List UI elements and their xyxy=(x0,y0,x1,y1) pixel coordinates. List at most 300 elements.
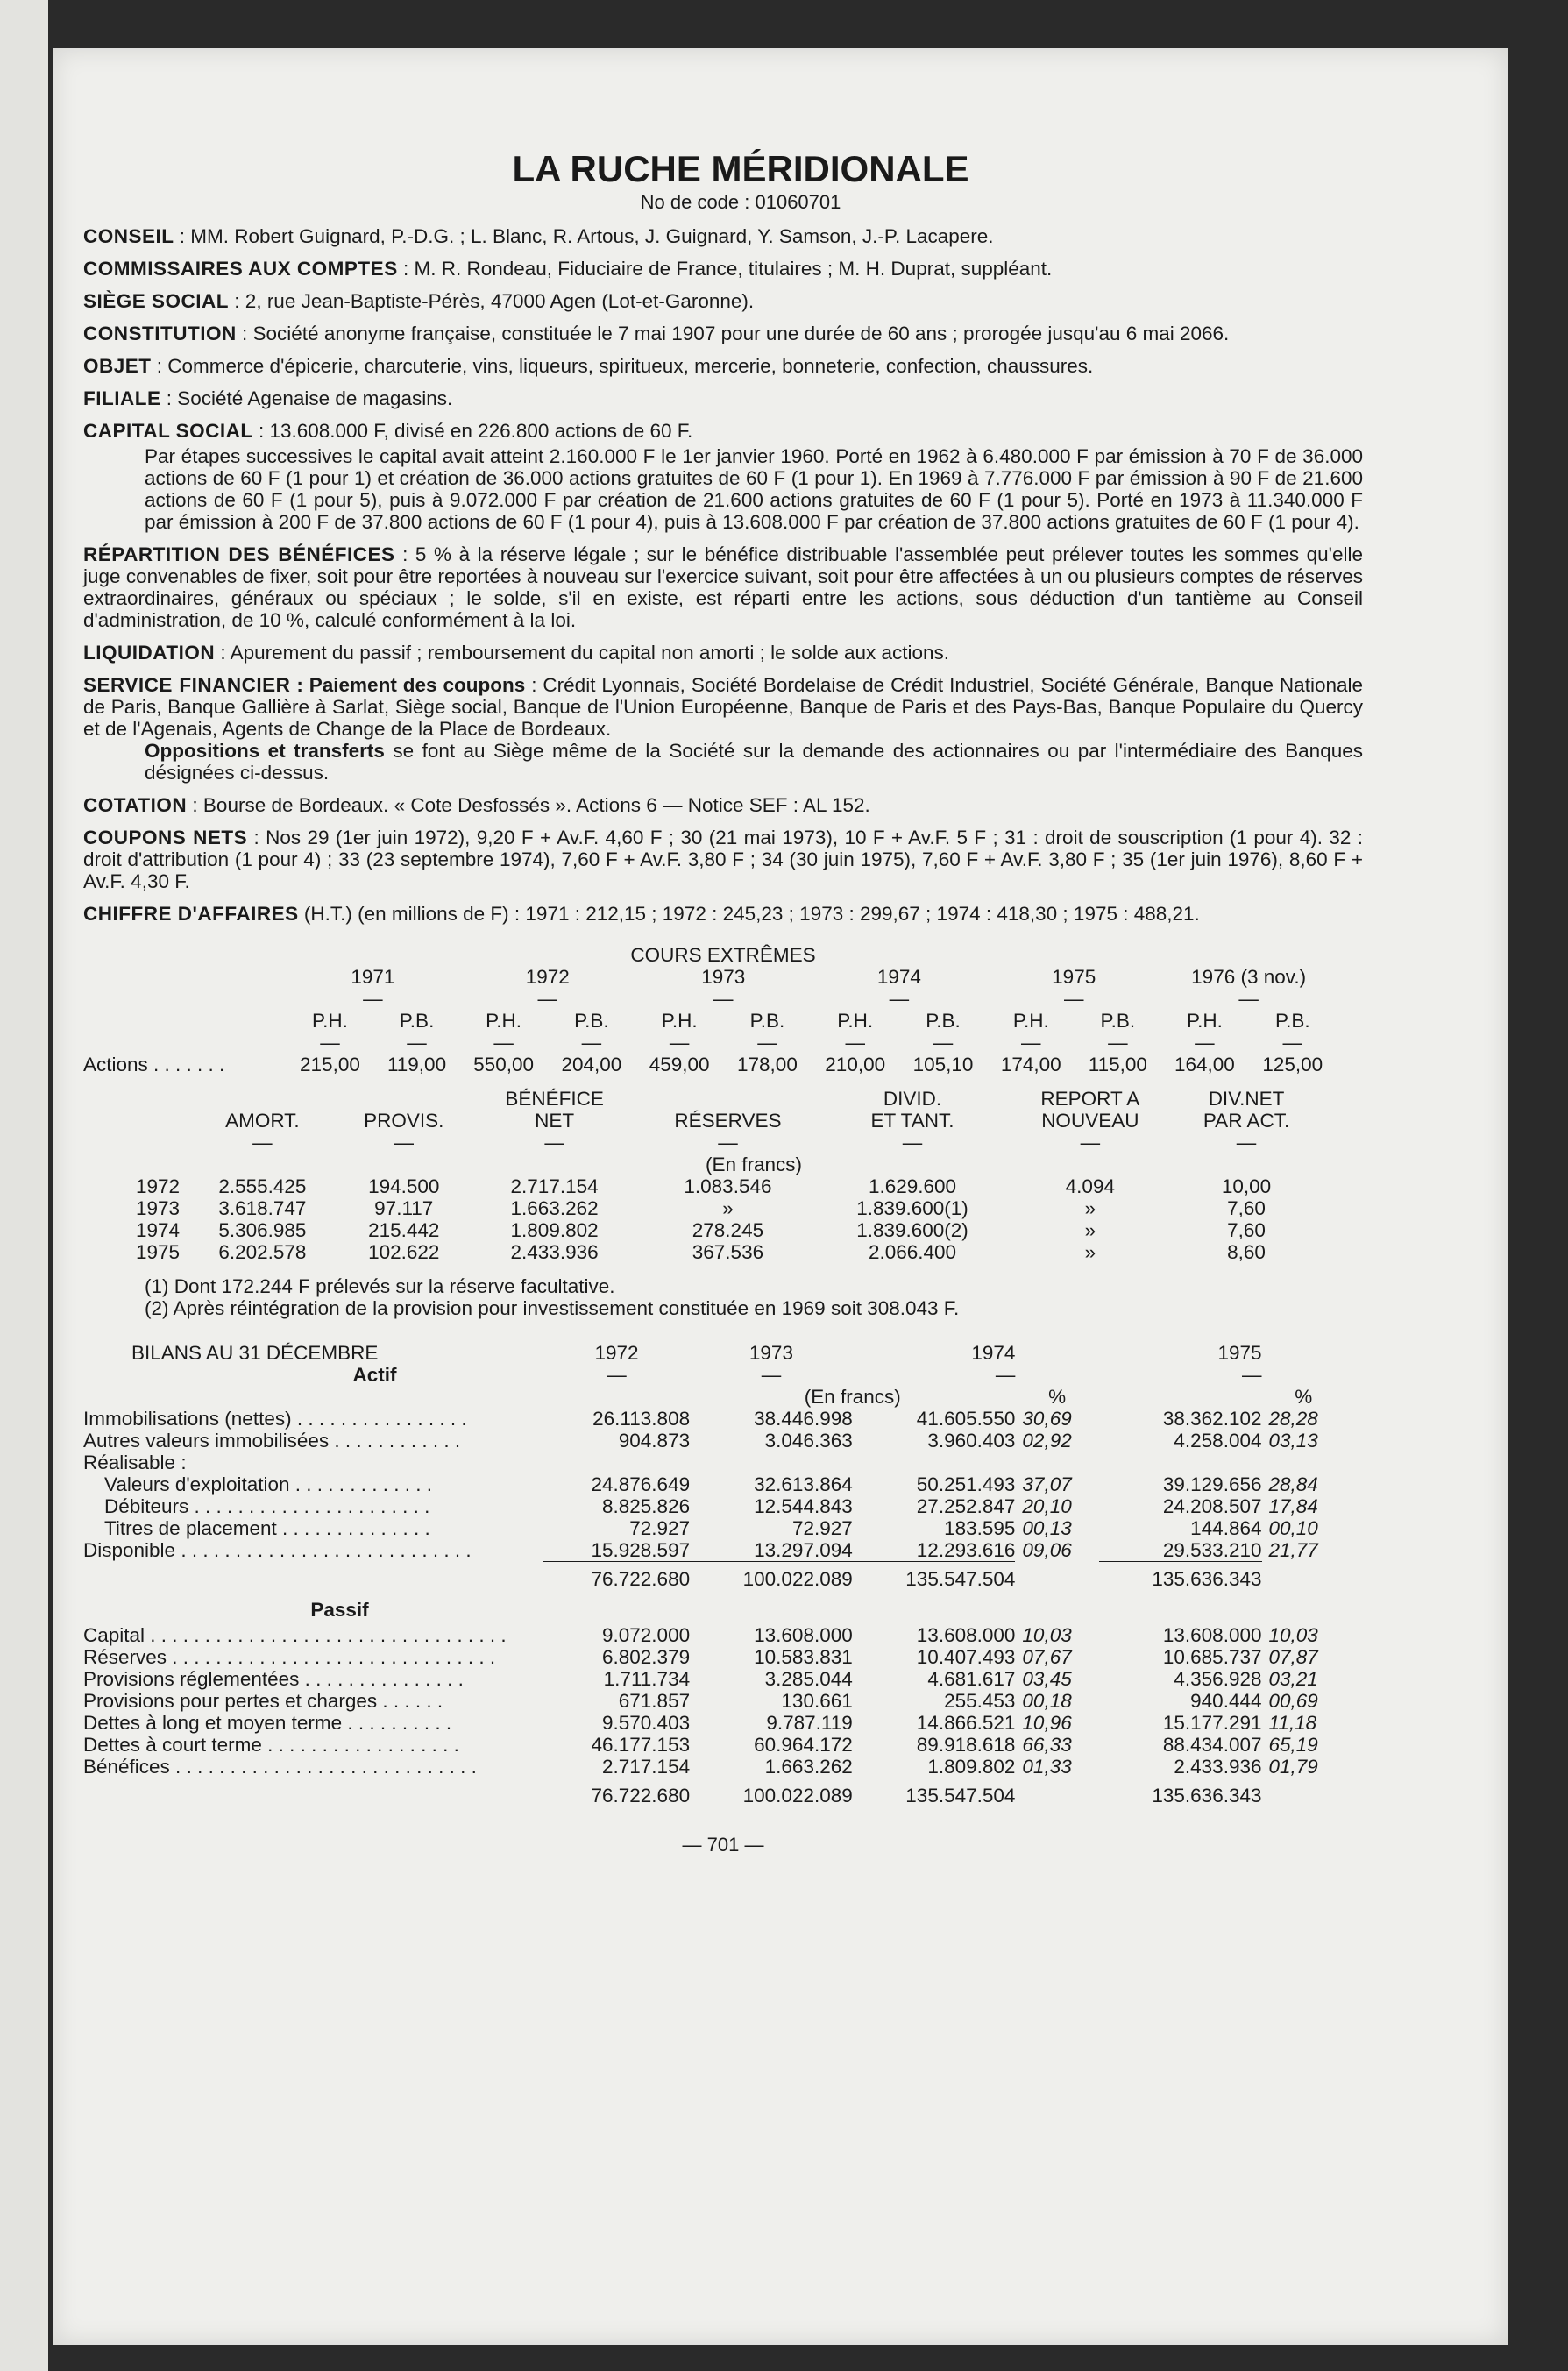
benef-dash: — xyxy=(394,1132,414,1154)
section-text: : Société anonyme française, constituée le 7 mai 1907 pour une durée de 60 ans ; prorogée jusqu'au 6 mai 2066. xyxy=(242,323,1230,344)
bilan-value xyxy=(853,1452,1016,1473)
cours-value: 178,00 xyxy=(737,1054,798,1075)
section-label: COMMISSAIRES AUX COMPTES xyxy=(83,258,398,280)
document-content xyxy=(83,149,1363,1856)
pb-header: P.B. xyxy=(1100,1010,1136,1032)
bilan-dash: — xyxy=(761,1364,782,1386)
cours-spacer xyxy=(145,1010,286,1032)
bilan-value: 3.960.403 xyxy=(927,1430,1016,1452)
bilan-value: 183.595 xyxy=(944,1517,1016,1539)
cours-dash: — xyxy=(1021,1032,1041,1054)
cours-year: 1973 xyxy=(701,966,746,988)
capital-history: Par étapes successives le capital avait atteint 2.160.000 F le 1er janvier 1960. Porté en 1962 à 6.480.000 F par émission à 70 F de 36.000 actions de 60 F (1 pour 1) et création de 36.000 actions gratuites de 60 F (1 pour 1). En 1969 à 7.776.000 F par émission à 90 F de 21.600 actions de 60 F (1 pour 5), puis à 9.072.000 F par création de 21.600 actions gratuites de 60 F (1 pour 5). Porté en 1973 à 11.340.000 F par émission à 200 F de 37.800 actions de 60 F (1 pour 4), puis à 13.608.000 F par création de 37.800 actions gratuites de 60 F (1 pour 4). xyxy=(145,445,1363,533)
benef-dash: — xyxy=(902,1132,923,1154)
bilan-pct: 00,18 xyxy=(1022,1689,1072,1712)
benef-value: 5.306.985 xyxy=(218,1219,307,1241)
bilan-value: 3.046.363 xyxy=(764,1430,853,1452)
bilan-label: Provisions pour pertes et charges . . . . . . xyxy=(83,1689,443,1712)
bilan-dash: — xyxy=(1242,1364,1262,1386)
benef-value: 1.809.802 xyxy=(510,1219,599,1241)
bilan-total: 76.722.680 xyxy=(543,1562,690,1592)
benef-value: » xyxy=(1084,1197,1096,1219)
bilan-year: 1972 xyxy=(594,1342,639,1364)
pb-header: P.B. xyxy=(749,1010,785,1032)
bilan-label: Autres valeurs immobilisées . . . . . . . . . . . . xyxy=(83,1430,461,1452)
benef-header: AMORT. xyxy=(225,1110,300,1132)
benef-dash: — xyxy=(1080,1132,1101,1154)
bilan-pct: 03,45 xyxy=(1022,1667,1072,1690)
bilan-value: 6.802.379 xyxy=(602,1645,691,1668)
coupons-label: COUPONS NETS xyxy=(83,827,248,848)
benefices-table xyxy=(136,1088,1319,1263)
pb-header: P.B. xyxy=(926,1010,961,1032)
pb-header: P.B. xyxy=(399,1010,435,1032)
cours-value: 459,00 xyxy=(649,1054,710,1075)
benef-value: 3.618.747 xyxy=(218,1197,307,1219)
ph-header: P.H. xyxy=(312,1010,348,1032)
bilan-value: 15.177.291 xyxy=(1162,1711,1262,1734)
cours-value: 550,00 xyxy=(473,1054,534,1075)
bilan-label: Réserves . . . . . . . . . . . . . . . . . . . . . . . . . . . . . . xyxy=(83,1645,496,1668)
benef-dash: — xyxy=(718,1132,738,1154)
bilan-pct: 09,06 xyxy=(1022,1539,1072,1562)
benef-value: 2.433.936 xyxy=(510,1241,599,1263)
section-label: OBJET xyxy=(83,355,152,377)
bilan-value: 144.864 xyxy=(1190,1517,1262,1539)
bilan-spacer xyxy=(1262,1562,1346,1592)
bilan-title: BILANS AU 31 DÉCEMBRE xyxy=(131,1342,379,1364)
bilan-pct: 37,07 xyxy=(1022,1473,1072,1495)
bilan-dash: — xyxy=(607,1364,627,1386)
bilan-value: 72.927 xyxy=(629,1517,691,1539)
bilan-value xyxy=(543,1452,690,1473)
benef-value: 2.555.425 xyxy=(218,1175,307,1197)
cours-value: 105,10 xyxy=(912,1054,974,1075)
bilan-value: 12.544.843 xyxy=(754,1495,853,1517)
bilan-pct: 07,87 xyxy=(1268,1645,1318,1668)
info-sections xyxy=(83,225,1363,442)
bilan-value: 2.717.154 xyxy=(602,1755,691,1778)
cours-dash: — xyxy=(933,1032,954,1054)
bilan-value: 14.866.521 xyxy=(916,1711,1016,1734)
bilan-value: 671.857 xyxy=(618,1689,691,1712)
cotation-label: COTATION xyxy=(83,794,188,816)
bilan-pct: 10,96 xyxy=(1022,1711,1072,1734)
bilan-spacer xyxy=(543,1386,690,1408)
service-label: SERVICE FINANCIER xyxy=(83,674,291,696)
bilan-year: 1973 xyxy=(749,1342,793,1364)
benef-year: 1974 xyxy=(136,1219,181,1241)
bilan-value: 13.608.000 xyxy=(1162,1623,1262,1646)
bilan-spacer xyxy=(1015,1342,1098,1364)
benef-value: 102.622 xyxy=(368,1241,440,1263)
pb-header: P.B. xyxy=(1274,1010,1310,1032)
benef-value: 215.442 xyxy=(368,1219,440,1241)
info-section xyxy=(83,225,1363,247)
info-section xyxy=(83,323,1363,344)
note-2: (2) Après réintégration de la provision pour investissement constituée en 1969 soit 308.043 F. xyxy=(145,1297,960,1319)
cours-year: 1972 xyxy=(525,966,570,988)
benef-value: 7,60 xyxy=(1227,1197,1266,1219)
bilan-value: 4.356.928 xyxy=(1174,1667,1262,1690)
bilan-value: 10.583.831 xyxy=(754,1645,853,1668)
bilan-label: Immobilisations (nettes) . . . . . . . . . . . . . . . . xyxy=(83,1408,467,1430)
cours-dash: — xyxy=(889,988,910,1010)
benef-value: 10,00 xyxy=(1221,1175,1272,1197)
bilan-value xyxy=(1099,1452,1262,1473)
page-number: — 701 — xyxy=(682,1834,764,1856)
cours-value: 125,00 xyxy=(1262,1054,1323,1075)
benef-spacer xyxy=(136,1132,188,1154)
bilan-pct: 10,03 xyxy=(1022,1623,1072,1646)
bilan-spacer xyxy=(1262,1778,1346,1807)
section-label: CONSEIL xyxy=(83,225,174,247)
section-label: FILIALE xyxy=(83,387,161,409)
previous-page-edge xyxy=(0,0,48,2371)
bilan-total: 76.722.680 xyxy=(543,1778,690,1807)
cours-dash: — xyxy=(363,988,383,1010)
bilan-unit: (En francs) xyxy=(804,1386,901,1408)
info-section xyxy=(83,355,1363,377)
benef-header: REPORT A xyxy=(1040,1088,1140,1110)
bilan-pct: 00,69 xyxy=(1268,1689,1318,1712)
bilan-value: 4.258.004 xyxy=(1174,1430,1262,1452)
bilan-value: 1.711.734 xyxy=(603,1667,691,1690)
bilan-label: Débiteurs . . . . . . . . . . . . . . . . . . . . . . xyxy=(104,1495,430,1517)
benef-dash: — xyxy=(252,1132,273,1154)
bilan-value: 32.613.864 xyxy=(754,1473,853,1495)
cours-table xyxy=(83,966,1337,1075)
bilan-label: Bénéfices . . . . . . . . . . . . . . . . . . . . . . . . . . . . xyxy=(83,1755,477,1778)
bilan-pct: 03,21 xyxy=(1268,1667,1318,1690)
bilan-value: 26.113.808 xyxy=(592,1408,691,1430)
bilan-label: Titres de placement . . . . . . . . . . . . . . xyxy=(104,1517,430,1539)
bilan-value: 1.809.802 xyxy=(927,1755,1016,1778)
bilan-spacer xyxy=(1015,1364,1098,1386)
benef-header: NET xyxy=(535,1110,575,1132)
cours-value: 174,00 xyxy=(1000,1054,1061,1075)
bilan-value: 13.608.000 xyxy=(916,1623,1016,1646)
section-text: : 13.608.000 F, divisé en 226.800 actions de 60 F. xyxy=(258,420,693,442)
cotation-text: : Bourse de Bordeaux. « Cote Desfossés ». Actions 6 — Notice SEF : AL 152. xyxy=(192,794,870,816)
benef-unit: (En francs) xyxy=(705,1154,803,1175)
ph-header: P.H. xyxy=(661,1010,698,1032)
bilans-table xyxy=(83,1342,1345,1807)
benef-value: 367.536 xyxy=(692,1241,764,1263)
ph-header: P.H. xyxy=(1012,1010,1049,1032)
bilan-value: 15.928.597 xyxy=(591,1539,691,1561)
cours-value: 164,00 xyxy=(1174,1054,1235,1075)
ca-section xyxy=(83,903,1363,925)
service-sub2: Oppositions et transferts xyxy=(145,740,385,762)
pct-header: % xyxy=(1295,1386,1313,1408)
bilan-value: 41.605.550 xyxy=(916,1408,1016,1430)
bilan-value: 50.251.493 xyxy=(916,1473,1016,1495)
section-label: CAPITAL SOCIAL xyxy=(83,420,253,442)
cours-value: 204,00 xyxy=(561,1054,622,1075)
actif-label: Actif xyxy=(352,1364,397,1386)
bilan-pct: 30,69 xyxy=(1022,1408,1072,1430)
benefices-notes xyxy=(145,1275,1363,1319)
service-text1: : Crédit Lyonnais, Société Bordelaise de Crédit Industriel, Société Générale, Banque Nationale de Paris, Banque Gallière à Sarlat, Siège social, Banque de l'Union Européenne, Banque de Paris et des Pays-Bas, Banque Populaire du Quercy et de l'Agenais, Agents de Change de la Place de Bordeaux. xyxy=(83,674,1363,740)
bilan-total: 135.636.343 xyxy=(1099,1562,1262,1592)
company-code: No de code : 01060701 xyxy=(640,191,841,213)
bilan-pct: 03,13 xyxy=(1268,1430,1318,1452)
benef-value: 2.066.400 xyxy=(868,1241,957,1263)
ph-header: P.H. xyxy=(1186,1010,1223,1032)
bilan-value: 46.177.153 xyxy=(591,1733,691,1756)
ph-header: P.H. xyxy=(837,1010,874,1032)
bilan-spacer xyxy=(1262,1342,1346,1364)
cours-dash: — xyxy=(537,988,557,1010)
bilan-label: Disponible . . . . . . . . . . . . . . . . . . . . . . . . . . . xyxy=(83,1539,472,1562)
benef-header: DIV.NET xyxy=(1208,1088,1285,1110)
bilan-value: 27.252.847 xyxy=(916,1495,1016,1517)
bilan-pct: 01,79 xyxy=(1268,1755,1318,1778)
cours-dash: — xyxy=(669,1032,690,1054)
cours-dash: — xyxy=(581,1032,602,1054)
benef-spacer xyxy=(136,1088,188,1110)
bilan-total: 135.547.504 xyxy=(853,1562,1016,1592)
service-text2: se font au Siège même de la Société sur la demande des actionnaires ou par l'intermédiaire des Banques désignées ci-dessus. xyxy=(145,740,1363,784)
bilan-pct xyxy=(1015,1452,1098,1473)
cours-value: 119,00 xyxy=(387,1054,447,1075)
bilan-spacer xyxy=(1099,1386,1262,1408)
bilan-value: 13.297.094 xyxy=(754,1539,853,1561)
bilan-spacer xyxy=(1015,1778,1098,1807)
benef-value: 4.094 xyxy=(1065,1175,1115,1197)
cours-dash: — xyxy=(713,988,734,1010)
cours-dash: — xyxy=(1282,1032,1303,1054)
bilan-value: 24.876.649 xyxy=(591,1473,691,1495)
bilan-spacer xyxy=(83,1562,543,1592)
benef-value: 6.202.578 xyxy=(218,1241,307,1263)
cours-year: 1974 xyxy=(876,966,921,988)
bilan-value: 9.787.119 xyxy=(766,1711,853,1734)
cours-dash: — xyxy=(1108,1032,1128,1054)
bilan-total: 100.022.089 xyxy=(690,1562,853,1592)
cours-dash: — xyxy=(757,1032,777,1054)
bilan-value: 2.433.936 xyxy=(1174,1755,1262,1778)
benef-value: 278.245 xyxy=(692,1219,764,1241)
service-section xyxy=(83,674,1363,784)
bilan-value: 89.918.618 xyxy=(916,1733,1016,1756)
section-text: : Commerce d'épicerie, charcuterie, vins, liqueurs, spiritueux, mercerie, bonneterie, confection, chaussures. xyxy=(156,355,1094,377)
cours-title: COURS EXTRÊMES xyxy=(630,944,816,966)
cours-dash: — xyxy=(1238,988,1259,1010)
ca-text: (H.T.) (en millions de F) : 1971 : 212,15 ; 1972 : 245,23 ; 1973 : 299,67 ; 1974 : 418,30 ; 1975 : 488,21. xyxy=(303,903,1200,925)
cours-value: 215,00 xyxy=(300,1054,360,1075)
bilan-value: 13.608.000 xyxy=(754,1623,853,1646)
bilan-label: Dettes à court terme . . . . . . . . . . . . . . . . . . xyxy=(83,1733,459,1756)
note-1: (1) Dont 172.244 F prélevés sur la réserve facultative. xyxy=(145,1275,615,1297)
bilan-value: 12.293.616 xyxy=(916,1539,1016,1561)
benef-year: 1972 xyxy=(136,1175,181,1197)
bilan-pct: 00,10 xyxy=(1268,1517,1318,1539)
bilan-value: 940.444 xyxy=(1190,1689,1262,1712)
bilan-pct: 21,77 xyxy=(1268,1539,1318,1562)
benef-header: BÉNÉFICE xyxy=(505,1088,604,1110)
bilan-year: 1974 xyxy=(971,1342,1016,1364)
coupons-section xyxy=(83,827,1363,892)
benef-dash: — xyxy=(544,1132,564,1154)
cours-dash: — xyxy=(493,1032,514,1054)
benef-spacer xyxy=(136,1110,188,1132)
benef-year: 1973 xyxy=(136,1197,181,1219)
benef-value: » xyxy=(1084,1219,1096,1241)
bilan-pct: 10,03 xyxy=(1268,1623,1318,1646)
benef-header: ET TANT. xyxy=(870,1110,954,1132)
benef-value: 7,60 xyxy=(1227,1219,1266,1241)
cours-spacer xyxy=(145,966,286,988)
section-label: CONSTITUTION xyxy=(83,323,237,344)
cours-dash: — xyxy=(407,1032,427,1054)
bilan-pct: 07,67 xyxy=(1022,1645,1072,1668)
cours-dash: — xyxy=(1195,1032,1215,1054)
cours-dash: — xyxy=(845,1032,865,1054)
bilan-label: Capital . . . . . . . . . . . . . . . . . . . . . . . . . . . . . . . . . xyxy=(83,1623,507,1646)
cours-year: 1976 (3 nov.) xyxy=(1191,966,1307,988)
bilan-value: 88.434.007 xyxy=(1162,1733,1262,1756)
bilan-pct: 17,84 xyxy=(1268,1495,1318,1517)
benef-value: » xyxy=(1084,1241,1096,1263)
benef-dash: — xyxy=(1236,1132,1257,1154)
bilan-dash: — xyxy=(995,1364,1016,1386)
section-text: : MM. Robert Guignard, P.-D.G. ; L. Blanc, R. Artous, J. Guignard, Y. Samson, J.-P. Lacapere. xyxy=(179,225,994,247)
bilan-pct: 28,28 xyxy=(1268,1408,1318,1430)
cours-value: 115,00 xyxy=(1088,1054,1147,1075)
bilan-label: Valeurs d'exploitation . . . . . . . . . . . . . xyxy=(104,1473,433,1495)
benef-header: NOUVEAU xyxy=(1041,1110,1139,1132)
liquidation-text: : Apurement du passif ; remboursement du capital non amorti ; le solde aux actions. xyxy=(220,642,950,664)
benef-value: » xyxy=(722,1197,734,1219)
bilan-total: 100.022.089 xyxy=(690,1778,853,1807)
cours-year: 1975 xyxy=(1052,966,1096,988)
bilan-value: 1.663.262 xyxy=(764,1755,853,1778)
ph-header: P.H. xyxy=(486,1010,522,1032)
info-section xyxy=(83,258,1363,280)
bilan-value: 255.453 xyxy=(944,1689,1016,1712)
pct-header: % xyxy=(1048,1386,1067,1408)
liquidation-section xyxy=(83,642,1363,664)
repartition-text: : 5 % à la réserve légale ; sur le bénéfice distribuable l'assemblée peut prélever toutes les sommes qu'elle juge convenables de fixer, soit pour être reportées à nouveau sur l'exercice suivant, soit pour être affectées à un ou plusieurs comptes de réserves extraordinaires, généraux ou spéciaux ; le solde, s'il en existe, est réparti entre les actions, sous déduction d'un tantième au Conseil d'administration, de 10 %, calculé conformément à la loi. xyxy=(83,543,1363,631)
cours-value: 210,00 xyxy=(825,1054,886,1075)
bilan-pct: 20,10 xyxy=(1022,1495,1072,1517)
ca-label: CHIFFRE D'AFFAIRES xyxy=(83,903,299,925)
bilan-label: Provisions réglementées . . . . . . . . . . . . . . . xyxy=(83,1667,464,1690)
bilan-pct: 66,33 xyxy=(1022,1733,1072,1756)
benef-value: 1.839.600(1) xyxy=(856,1197,968,1219)
bilan-year: 1975 xyxy=(1217,1342,1262,1364)
bilan-value: 130.661 xyxy=(781,1689,853,1712)
bilan-pct: 02,92 xyxy=(1022,1430,1072,1452)
service-sub1: : Paiement des coupons xyxy=(296,674,526,696)
bilan-value: 9.570.403 xyxy=(602,1711,691,1734)
section-text: : M. R. Rondeau, Fiduciaire de France, titulaires ; M. H. Duprat, suppléant. xyxy=(402,258,1053,280)
bilan-pct: 01,33 xyxy=(1022,1755,1072,1778)
bilan-value xyxy=(690,1452,853,1473)
section-text: : 2, rue Jean-Baptiste-Pérès, 47000 Agen (Lot-et-Garonne). xyxy=(234,290,755,312)
bilan-value: 38.362.102 xyxy=(1162,1408,1262,1430)
bilan-spacer xyxy=(83,1778,543,1807)
benef-header xyxy=(337,1088,472,1110)
benef-value: 8,60 xyxy=(1227,1241,1266,1263)
bilan-value: 39.129.656 xyxy=(1162,1473,1262,1495)
bilan-value: 8.825.826 xyxy=(602,1495,691,1517)
cours-dash: — xyxy=(1063,988,1084,1010)
benef-header xyxy=(637,1088,818,1110)
bilan-value: 60.964.172 xyxy=(754,1733,853,1756)
cours-spacer xyxy=(145,1032,286,1054)
benef-header: DIVID. xyxy=(883,1088,942,1110)
benef-value: 97.117 xyxy=(374,1197,434,1219)
bilan-total: 135.547.504 xyxy=(853,1778,1016,1807)
benef-header: RÉSERVES xyxy=(674,1110,782,1132)
cours-dash: — xyxy=(320,1032,340,1054)
benef-header: PROVIS. xyxy=(364,1110,444,1132)
bilan-value: 3.285.044 xyxy=(764,1667,853,1690)
bilan-pct: 65,19 xyxy=(1268,1733,1318,1756)
bilan-value: 29.533.210 xyxy=(1162,1539,1262,1561)
cours-year: 1971 xyxy=(351,966,395,988)
section-label: SIÈGE SOCIAL xyxy=(83,290,230,312)
bilan-pct: 00,13 xyxy=(1022,1517,1072,1539)
repartition-label: RÉPARTITION DES BÉNÉFICES xyxy=(83,543,395,565)
benef-value: 1.083.546 xyxy=(684,1175,772,1197)
benef-value: 1.629.600 xyxy=(868,1175,957,1197)
benef-value: 1.663.262 xyxy=(510,1197,599,1219)
bilan-value: 38.446.998 xyxy=(754,1408,853,1430)
actions-label: Actions . . . . . . . xyxy=(83,1054,225,1075)
benef-header xyxy=(188,1088,337,1110)
info-section xyxy=(83,290,1363,312)
bilan-label: Réalisable : xyxy=(83,1452,187,1473)
bilan-value: 4.681.617 xyxy=(927,1667,1016,1690)
info-section xyxy=(83,387,1363,409)
repartition-section xyxy=(83,543,1363,631)
bilan-spacer xyxy=(1262,1364,1346,1386)
section-text: : Société Agenaise de magasins. xyxy=(166,387,453,409)
benef-value: 194.500 xyxy=(368,1175,440,1197)
liquidation-label: LIQUIDATION xyxy=(83,642,216,664)
cours-spacer xyxy=(145,988,286,1010)
bilan-pct: 11,18 xyxy=(1268,1711,1317,1734)
benef-value: 1.839.600(2) xyxy=(856,1219,968,1241)
bilan-pct: 28,84 xyxy=(1268,1473,1318,1495)
bilan-value: 10.685.737 xyxy=(1162,1645,1262,1668)
bilan-value: 24.208.507 xyxy=(1162,1495,1262,1517)
benef-spacer xyxy=(136,1154,188,1175)
cotation-section xyxy=(83,794,1363,816)
bilan-value: 10.407.493 xyxy=(916,1645,1016,1668)
passif-label: Passif xyxy=(310,1598,369,1621)
bilan-label: Dettes à long et moyen terme . . . . . . . . . . xyxy=(83,1711,452,1734)
info-section xyxy=(83,420,1363,442)
coupons-text: : Nos 29 (1er juin 1972), 9,20 F + Av.F. 4,60 F ; 30 (21 mai 1973), 10 F + Av.F. 5 F ; 31 : droit de souscription (1 pour 4). 32 : droit d'attribution (1 pour 4) ; 33 (23 septembre 1974), 7,60 F + Av.F. 3,80 F ; 34 (30 juin 1975), 7,60 F + Av.F. 3,80 F ; 35 (1er juin 1976), 8,60 F + Av.F. 4,30 F. xyxy=(83,827,1363,892)
bilan-value: 9.072.000 xyxy=(602,1623,691,1646)
bilan-value: 72.927 xyxy=(791,1517,853,1539)
pb-header: P.B. xyxy=(574,1010,609,1032)
bilan-spacer xyxy=(83,1386,543,1408)
page-title: LA RUCHE MÉRIDIONALE xyxy=(512,148,969,189)
bilan-pct xyxy=(1262,1452,1346,1473)
benef-value: 2.717.154 xyxy=(510,1175,599,1197)
benef-header: PAR ACT. xyxy=(1203,1110,1290,1132)
benef-year: 1975 xyxy=(136,1241,181,1263)
bilan-value: 904.873 xyxy=(618,1430,691,1452)
bilan-spacer xyxy=(1015,1562,1098,1592)
bilan-total: 135.636.343 xyxy=(1099,1778,1262,1807)
